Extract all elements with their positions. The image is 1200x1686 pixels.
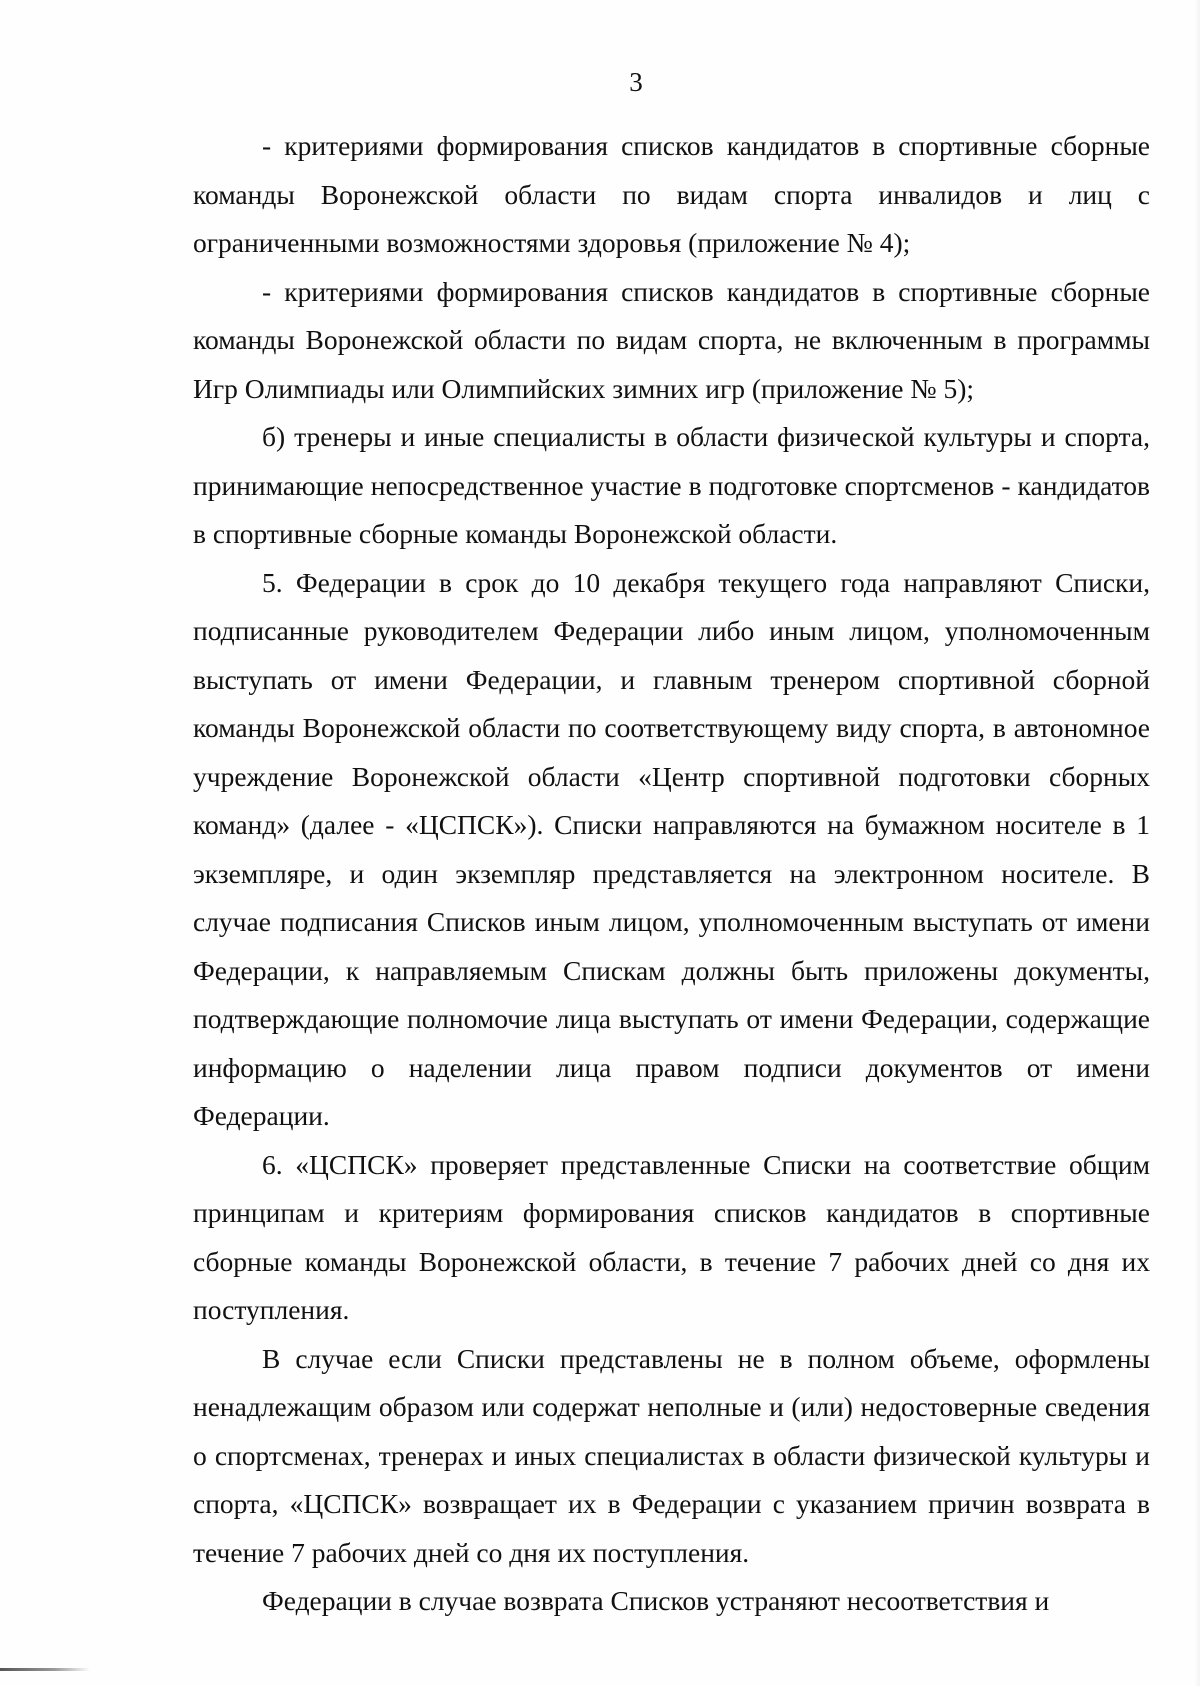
paragraph-coaches-specialists: б) тренеры и иные специалисты в области физической культуры и спорта, принимающие непосредственное участие в подготовке спортсменов - кандидатов в спортивные сборные команды Воронежской области. [193,421,1150,549]
paragraph-return-of-lists: В случае если Списки представлены не в полном объеме, оформлены ненадлежащим образом или содержат неполные и (или) недостоверные сведения о спортсменах, тренерах и иных специалистах в области физической культуры и спорта, «ЦСПСК» возвращает их в Федерации с указанием причин возврата в течение 7 рабочих дней со дня их поступления. [193,1342,1150,1568]
paragraph-item-5-federations-submission: 5. Федерации в срок до 10 декабря текущего года направляют Списки, подписанные руководителем Федерации либо иным лицом, уполномоченным выступать от имени Федерации, и главным тренером спортивной сборной команды Воронежской области по соответствующему виду спорта, в автономное учреждение Воронежской области «Центр спортивной подготовки сборных команд» (далее - «ЦСПСК»). Списки направляются на бумажном носителе в 1 экземпляре, и один экземпляр представляется на электронном носителе. В случае подписания Списков иным лицом, уполномоченным выступать от имени Федерации, к направляемым Спискам должны быть приложены документы, подтверждающие полномочие лица выступать от имени Федерации, содержащие информацию о наделении лица правом подписи документов от имени Федерации. [193,566,1150,1131]
paragraph-criteria-non-olympic-sports: - критериями формирования списков кандидатов в спортивные сборные команды Воронежской области по видам спорта, не включенным в программы Игр Олимпиады или Олимпийских зимних игр (приложение № 5); [193,275,1150,404]
paragraph-criteria-disabled-sports: - критериями формирования списков кандидатов в спортивные сборные команды Воронежской области по видам спорта инвалидов и лиц с ограниченными возможностями здоровья (приложение № 4); [193,130,1150,258]
scan-edge-mark [0,1668,90,1671]
paragraph-item-6-verification: 6. «ЦСПСК» проверяет представленные Списки на соответствие общим принципам и критериям формирования списков кандидатов в спортивные сборные команды Воронежской области, в течение 7 рабочих дней со дня их поступления. [193,1148,1150,1325]
document-body [193,122,1150,1626]
paragraph-federations-correction: Федерации в случае возврата Списков устраняют несоответствия и [262,1585,1050,1616]
page-number: 3 [629,67,643,97]
scan-edge-shadow [1194,0,1200,1686]
